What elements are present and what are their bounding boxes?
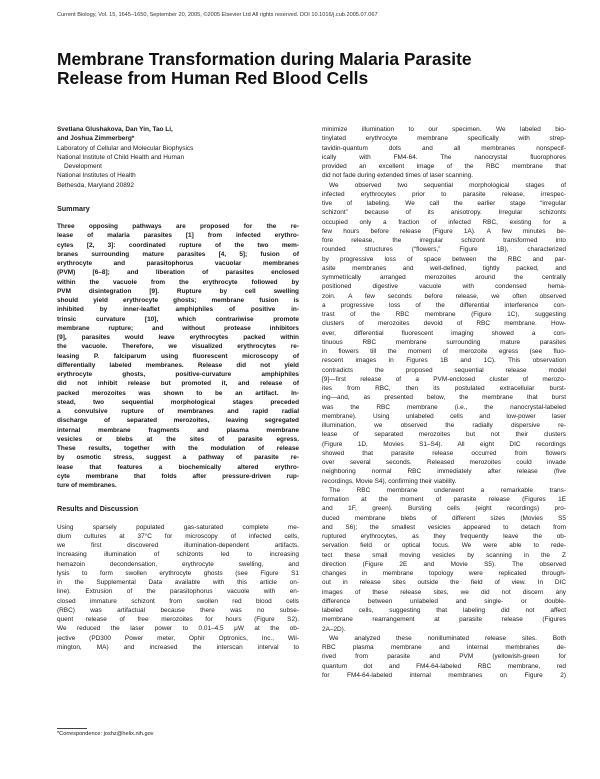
body-line: neighboring normal RBC immediately after release (five — [322, 468, 566, 476]
body-paragraph — [322, 181, 566, 486]
summary-line: discharge of separated merozoites, leaving segregated — [57, 417, 299, 425]
summary-line: the vacuole. Therefore, we visualized erythrocytes re- — [57, 343, 299, 351]
body-paragraph — [322, 486, 566, 634]
body-line: was the RBC membrane (i.e., the nanocrystal-labeled — [322, 403, 566, 411]
summary-line: PVM disintegration [9]. Rupture by cell swelling — [57, 287, 299, 295]
body-line: difference between unlabeled and single- or double- — [322, 597, 566, 605]
results-line: mington, MA) and increased the interscan interval to — [57, 643, 299, 651]
author-line: and Joshua Zimmerberg* — [57, 135, 135, 143]
body-line: symmetrically arranged merozoites around the centrally — [322, 274, 566, 281]
summary-line: ture of membranes. — [57, 482, 117, 489]
body-line: tect these small moving vesicles by scanning in the Z — [322, 551, 566, 559]
body-line: recordings, Movie S4), confirming their viability. — [322, 477, 457, 485]
body-line: We analyzed these nonilluminated release sites. Both — [329, 634, 566, 642]
summary-line: internal membrane fragments and plasma membrane — [57, 426, 299, 434]
affiliation-line: Laboratory of Cellular and Molecular Biophysics — [57, 144, 194, 152]
body-line: lease of separated merozoites but not their clusters — [322, 431, 566, 439]
body-line: 2A–2D). — [322, 625, 346, 633]
summary-line: differentially labeled membranes. Release did not yield — [57, 361, 299, 369]
results-paragraph — [57, 523, 299, 653]
summary-abstract — [57, 222, 299, 490]
summary-line: trinsic curvature [10], which contrariwise promote — [57, 315, 299, 323]
summary-line: stead, two sequential morphological stages preceded — [57, 398, 299, 406]
summary-line: within the vacuole from the erythrocyte followed by — [57, 278, 299, 286]
summary-line: Three opposing pathways are proposed for the re- — [57, 223, 299, 230]
summary-line: vesicles or blebs at the sites of parasite egress. — [57, 435, 299, 443]
body-line: positioned digestive vacuole with condensed hema- — [322, 283, 566, 291]
body-line: showed that parasite release occurred from flowers — [322, 449, 566, 457]
affiliation — [57, 144, 299, 190]
title-line: Membrane Transformation during Malaria Parasite — [57, 49, 472, 69]
body-line: minimize illumination to our specimen. We labeled bio- — [322, 126, 566, 133]
body-line: zoin. A few seconds before release, we often observed — [322, 292, 566, 300]
body-line: for FM4-64-labeled internal membranes on Figure 2) — [322, 671, 566, 679]
body-line: duced membrane blebs of different sizes (Movies S5 — [322, 514, 566, 522]
body-line: provided an excellent image of the RBC membrane that — [322, 163, 566, 170]
body-line: ites from RBC, then its postulated extracellular burst- — [322, 385, 566, 392]
results-line: Increasing illumination of schizonts led to increasing — [57, 551, 299, 559]
summary-line: membrane rupture; and without protease inhibitors — [57, 324, 299, 332]
body-line: and S6); the smallest vesicles appeared to detach from — [322, 523, 566, 531]
results-line: (RBC) was artifactual because there was no subse- — [57, 606, 299, 614]
summary-line: [9], parasites would leave erythrocytes packed within — [57, 334, 299, 341]
results-line: Using sparsely populated gas-saturated complete me- — [57, 523, 299, 531]
results-heading: Results and Discussion — [57, 504, 139, 514]
body-line: tavidin-quantum dots and all membranes nonspecif- — [322, 144, 566, 152]
title-line: Release from Human Red Blood Cells — [57, 68, 369, 88]
summary-line: packed merozoites was shown to be an artifact. In- — [57, 389, 299, 397]
body-line: rounded structures (“flowers,” Figure 1B), characterized — [322, 246, 566, 254]
results-line: We reduced the laser power to 0.01–4.5 μW at the ob- — [57, 625, 299, 633]
results-line: jective (PD300 Power meter, Ophir Optronics, Inc., Wil- — [57, 634, 299, 642]
body-line: over several seconds. Released merozoites could invade — [322, 459, 566, 466]
body-line: fore release, the irregular schizont transformed into — [322, 237, 566, 244]
body-paragraph — [322, 634, 566, 680]
body-line: tive of labeling. We call the earlier stage “irregular — [322, 200, 566, 207]
summary-line: lease that features a biochemically altered erythro- — [57, 463, 299, 471]
summary-line: erythrocyte ghosts, positive-curvature amphiphiles — [57, 371, 299, 378]
summary-line: (PVM) [6–8]; and liberation of parasites enclosed — [57, 269, 299, 277]
body-line: tinuous RBC membrane surrounding mature parasites — [322, 338, 566, 346]
results-line: dium cultures at 37°C for microscopy of infected cells, — [57, 532, 299, 540]
summary-line: erythrocyte and parasitophorus vacuolar membranes — [57, 260, 299, 267]
body-line: illumination, we observed the radially dispersive re- — [322, 422, 566, 429]
affiliation-line: Development — [64, 163, 102, 170]
summary-line: by osmotic stress, suggest a pathway of parasite re- — [57, 454, 299, 462]
body-line: by progressive loss of space between the RBC and par- — [322, 255, 566, 263]
body-line: rived from parasite and PVM (yellowish-green for — [322, 653, 566, 661]
body-line: changes in membrane topology were replicated through- — [322, 570, 566, 577]
results-line: lysis to form swollen erythrocyte ghosts (see Figure S1 — [57, 569, 299, 577]
body-line: images of these release sites, we did not discern any — [322, 588, 566, 596]
body-line: in flowers till the moment of merozoite egress (see fluo- — [322, 348, 566, 355]
body-line: membrane). Using unlabeled cells and low-power laser — [322, 412, 566, 420]
summary-line: leasing P. falciparum using fluorescent microscopy of — [57, 352, 299, 360]
body-line: [9]—first release of a PVM-enclosed cluster of merozo- — [322, 375, 566, 383]
summary-heading: Summary — [57, 203, 90, 213]
body-line: ever, differential fluorescent imaging showed a con- — [322, 329, 566, 337]
body-line: asite membranes and well-defined, tightly packed, and — [322, 264, 566, 272]
summary-line: These results, together with the modulation of release — [57, 445, 299, 452]
right-column — [322, 125, 566, 680]
results-line: line). Extrusion of the parasitophorus vacuole with en- — [57, 588, 299, 596]
body-line: schizont” because of its anisotropy. Irregular schizonts — [322, 209, 566, 217]
body-line: formation at the moment of parasite release (Figures 1E — [322, 496, 566, 503]
body-line: a progressive loss of the differential interference con- — [322, 301, 566, 309]
results-line: in the Supplemental Data available with this article on- — [57, 579, 299, 586]
body-line: tinylated erythrocyte membrane specifically with strep- — [322, 135, 566, 143]
body-paragraph — [322, 125, 566, 181]
results-line: we first discovered illumination-dependent artifacts. — [57, 542, 299, 549]
body-line: did not fade during extended times of laser scanning. — [322, 172, 474, 180]
left-column — [57, 125, 299, 652]
summary-line: should yield erythrocyte ghosts; membrane fusion is — [57, 297, 299, 304]
body-line: ically with FM4-64. The nanocrystal fluorophores — [322, 153, 566, 161]
body-line: contradicts the proposed sequential release model — [322, 366, 566, 374]
summary-line: lease of malaria parasites [1] from infected erythro- — [57, 232, 299, 240]
body-line: membrane rearrangement at parasite release (Figures — [322, 616, 566, 624]
body-line: The RBC membrane underwent a remarkable trans- — [329, 486, 566, 494]
summary-line: inhibited by inner-leaflet amphiphiles of positive in- — [57, 306, 299, 314]
results-line: quent release of free merozoites for hours (Figure S2). — [57, 616, 299, 623]
article-title — [57, 50, 557, 88]
body-line: and 1F, green). Bursting cells (eight recordings) pro- — [322, 505, 566, 513]
body-line: direction (Figure 2E and Movie S5). The observed — [322, 560, 566, 568]
results-line: closed immature schizont from swollen red blood cells — [57, 597, 299, 605]
body-line: occupied only a fraction of infected RBC, existing for a — [322, 218, 566, 226]
body-line: RBC plasma membrane and internal membranes de- — [322, 644, 566, 651]
author-list — [57, 125, 299, 144]
body-line: (Figure 1D, Movies S1–S4). All eight DIC recordings — [322, 440, 566, 448]
body-line: trast of the RBC membrane (Figure 1C), suggesting — [322, 311, 566, 318]
summary-line: did not inhibit release but promoted it, and release of — [57, 380, 299, 388]
body-line: We observed two sequential morphological stages of — [329, 181, 566, 189]
results-line: hemazoin decondensation, erythrocyte swelling, and — [57, 560, 299, 568]
affiliation-line: National Institute of Child Health and Human — [57, 153, 185, 161]
body-line: few hours before release (Figure 1A). A few minutes be- — [322, 227, 566, 235]
body-line: quantum dot and FM4-64-labeled RBC membrane, red — [322, 662, 566, 670]
affiliation-line: Bethesda, Maryland 20892 — [57, 181, 134, 189]
affiliation-line: National Institutes of Health — [57, 172, 136, 180]
correspondence-footnote: *Correspondence: joshz@helix.nih.gov — [57, 731, 154, 737]
summary-line: branes surrounding mature parasites [4, 5]; fusion of — [57, 250, 299, 258]
author-line: Svetlana Glushakova, Dan Yin, Tao Li, — [57, 126, 173, 133]
footnote-divider — [57, 728, 87, 729]
body-line: ing—and, as presented below, the membrane that burst — [322, 394, 566, 402]
body-line: labeled cells, suggesting that labeling did not affect — [322, 607, 566, 614]
body-line: clusters of merozoites devoid of RBC membrane. How- — [322, 320, 566, 328]
body-line: rescent images in Figures 1B and 1C). This observation — [322, 357, 566, 365]
body-line: out in release sites outside the field of view. In DIC — [322, 579, 566, 587]
body-line: infected erythrocytes prior to parasite release, irrespec- — [322, 190, 566, 198]
summary-line: cytes [2, 3]: coordinated rupture of the two mem- — [57, 241, 299, 249]
summary-line: a convulsive rupture of membranes and rapid radial — [57, 408, 299, 415]
journal-citation-header: Current Biology, Vol. 15, 1645–1650, September 20, 2005, ©2005 Elsevier Ltd All rights reserved. DOI 10.1016/j.cub.2005.07.067 — [57, 12, 378, 18]
summary-line: cyte membrane that folds after pressure-driven rup- — [57, 472, 299, 480]
body-line: ruptured erythrocytes, as they frequently leave the ob- — [322, 533, 566, 540]
body-line: servation field or optical focus. We were able to rede- — [322, 542, 566, 550]
